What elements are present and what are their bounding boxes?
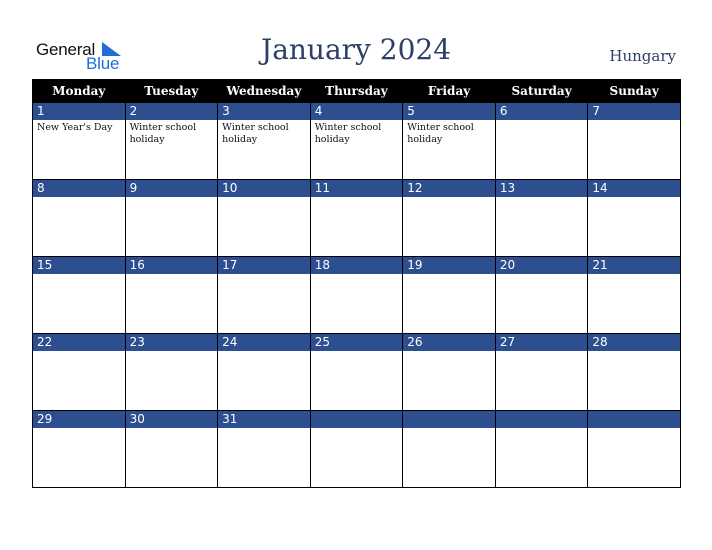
day-number: 24 [218,334,310,351]
holiday-label [588,428,680,430]
day-cell [495,411,588,488]
day-cell [403,411,496,488]
day-number [496,411,588,428]
day-number: 21 [588,257,680,274]
day-cell [310,103,403,180]
holiday-label: New Year's Day [37,122,113,133]
holiday-label [126,274,218,276]
day-cell [125,411,218,488]
holiday-label [218,197,310,199]
day-cell [33,334,126,411]
day-cell [588,180,681,257]
day-cell [310,411,403,488]
day-number: 29 [33,411,125,428]
calendar-grid [32,79,681,488]
day-cell [33,180,126,257]
holiday-label [33,428,125,430]
week-row [33,180,681,257]
week-row [33,334,681,411]
day-number: 16 [126,257,218,274]
day-cell [403,334,496,411]
day-number: 2 [126,103,218,120]
holiday-label [33,274,125,276]
day-number: 23 [126,334,218,351]
day-number [403,411,495,428]
day-cell [495,180,588,257]
day-number: 15 [33,257,125,274]
holiday-label [33,197,125,199]
day-number: 26 [403,334,495,351]
holiday-label [126,428,218,430]
day-cell [495,103,588,180]
holiday-label: Winter school holiday [407,122,474,145]
holiday-label [403,274,495,276]
holiday-label: Winter school holiday [314,122,382,145]
holiday-label [496,197,588,199]
holiday-label [403,197,495,199]
weekday-header: Friday [403,80,496,103]
weekday-header-row [33,80,681,103]
day-number: 8 [33,180,125,197]
holiday-label [588,351,680,353]
weekday-header: Sunday [588,80,681,103]
holiday-label [403,351,495,353]
day-cell [33,103,126,180]
day-cell [403,180,496,257]
week-row [33,411,681,488]
holiday-label [311,351,403,353]
logo-text-general: General [36,40,96,59]
day-cell [218,257,311,334]
day-cell [33,411,126,488]
day-number: 27 [496,334,588,351]
holiday-label: Winter school holiday [129,122,197,145]
day-number: 17 [218,257,310,274]
day-number: 13 [496,180,588,197]
day-cell [218,334,311,411]
weekday-header: Thursday [310,80,403,103]
holiday-label [218,351,310,353]
day-number: 6 [496,103,588,120]
weekday-header: Wednesday [218,80,311,103]
weekday-header: Monday [33,80,126,103]
day-number: 11 [311,180,403,197]
weekday-header: Saturday [495,80,588,103]
day-cell [125,180,218,257]
day-number: 28 [588,334,680,351]
day-cell [218,180,311,257]
day-cell [33,257,126,334]
day-number: 4 [311,103,403,120]
day-cell [495,334,588,411]
holiday-label [588,274,680,276]
holiday-label [588,197,680,199]
day-number: 22 [33,334,125,351]
holiday-label [496,351,588,353]
day-cell [588,411,681,488]
holiday-label [311,274,403,276]
holiday-label [126,351,218,353]
day-number: 9 [126,180,218,197]
day-cell [125,334,218,411]
day-number: 18 [311,257,403,274]
day-cell [495,257,588,334]
day-cell [588,334,681,411]
day-cell [403,257,496,334]
country-label: Hungary [609,47,676,65]
day-number [311,411,403,428]
day-number: 1 [33,103,125,120]
day-number: 7 [588,103,680,120]
holiday-label [311,428,403,430]
day-cell [588,257,681,334]
day-number [588,411,680,428]
week-row [33,103,681,180]
day-cell [218,103,311,180]
holiday-label [218,428,310,430]
day-cell [218,411,311,488]
weekday-header: Tuesday [125,80,218,103]
holiday-label: Winter school holiday [222,122,289,145]
day-number: 14 [588,180,680,197]
holiday-label [496,274,588,276]
holiday-label [33,351,125,353]
page-title: January 2024 [260,33,452,66]
week-row [33,257,681,334]
holiday-label [496,120,588,122]
logo-text-blue: Blue [86,54,120,73]
holiday-label [126,197,218,199]
day-cell [310,334,403,411]
day-number: 19 [403,257,495,274]
day-number: 20 [496,257,588,274]
day-number: 5 [403,103,495,120]
day-number: 3 [218,103,310,120]
day-cell [310,257,403,334]
holiday-label [588,120,680,122]
day-cell [310,180,403,257]
day-cell [588,103,681,180]
holiday-label [403,428,495,430]
day-number: 10 [218,180,310,197]
holiday-label [311,197,403,199]
day-number: 25 [311,334,403,351]
holiday-label [218,274,310,276]
day-cell [125,103,218,180]
day-number: 30 [126,411,218,428]
holiday-label [496,428,588,430]
day-number: 31 [218,411,310,428]
day-number: 12 [403,180,495,197]
day-cell [403,103,496,180]
day-cell [125,257,218,334]
